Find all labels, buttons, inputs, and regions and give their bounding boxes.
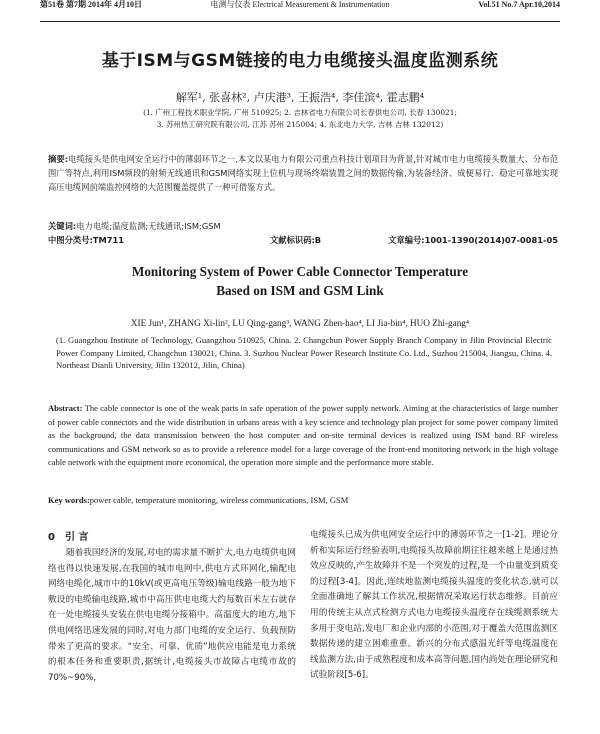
keywords-cn xyxy=(48,220,558,232)
section-title: 引 言 xyxy=(64,532,89,543)
abstract-cn-text: 电缆接头是供电网安全运行中的薄弱环节之一,本文以某电力有限公司重点科技计划项目为背景,针对城市电力电缆接头数量大、分布范围广等特点,利用ISM频段的射频无线通讯和GSM网络实现上位机与现场终端装置之间的数据传输,为装备经济、成便易行、稳定可靠地实现高压电缆网前端监控网络的大范围覆盖提供了一种可借鉴方式。 xyxy=(48,154,558,192)
affiliations-en: (1. Guangzhou Institute of Technology, Guangzhou 510925, China. 2. Changchun Power Supply Branch Company in Jilin Provincial Electric Power Company Limited, Changchun 130021, China. 3. Suzhou Nuclear Power Research Institute Co. Ltd., Suzhou 215004, Jiangsu, China. 4. Northeast Dianli University, Jilin 132012, Jilin, China) xyxy=(56,335,552,370)
body-column-left: 随着我国经济的发展,对电的需求量不断扩大,电力电缆供电网络也得以快速发展,在我国的城市电网中,供电方式环网化,输配电网络电缆化,城市中的10kV(或更高电压等级)输电线路一般为地下敷设的电缆输电线路,城市中高压供电电缆大约每数百米左右就存在一处电缆接头安装在供电电缆分接箱中。高温度大的地方,地下供电网络迅速发展的同时,对电力部门电缆的安全运行、负载预防带来了更高的要求。“安全、可靠、优质”地供应电能是电力系统的根本任务和重要职责,据统计,电缆接头市故障占电缆市故的70%~90%, xyxy=(48,548,296,683)
journal-name: 电测与仪表 Electrical Measurement & Instrumentation xyxy=(210,0,390,9)
affiliations-cn: (1. 广州工程技术职业学院, 广州 510925; 2. 吉林省电力有限公司长春供电公司, 长春 130021; 3. 苏州热工研究院有限公司, 江苏 苏州 215004; 4. 东北电力大学, 吉林 吉林 132012) xyxy=(143,108,457,129)
body-column-right: 电缆接头已成为供电网安全运行中的薄弱环节之一[1-2]。理论分析和实际运行经验表明,电缆接头故障前期往往越来越上是通过热效应反映的,产生故障并不是一个突发的过程,是一个由量变到质变的过程[3-4]。因此,连续地监测电缆接头温度的变化状态,就可以全面准确地了解其工作状况,根据情况采取运行状态维修。目前应用的传统主从点式检测方式电力电缆接头温度存在线缆测系统大多用于变电站,发电厂和企业内部的小范围,对于覆盖大范围监测区数据传递的建立困难重重。新兴的分布式感温光纤等电缆温度在线监测方法,由于成熟程度和成本高等问题,国内尚处在理论研究和试验阶段[5-6]。 xyxy=(310,530,558,681)
keywords-cn-label: 关键词: xyxy=(48,221,77,231)
keywords-cn-text: 电力电缆;温度监测;无线通讯;ISM;GSM xyxy=(76,221,221,231)
section-heading-intro xyxy=(48,528,88,543)
authors-en: XIE Jun¹, ZHANG Xi-lin², LU Qing-gang³, WANG Zhen-hao⁴, LI Jia-bin⁴, HUO Zhi-gang⁴ xyxy=(130,318,470,328)
abstract-cn xyxy=(48,153,558,194)
abstract-en-text: The cable connector is one of the weak parts in safe operation of the power supply network. Aiming at the characteristics of large number of power cable connectors and the wide distribution in urbans areas with a key science and technology plan project for some power company limited as the background, the data transmission between the host computer and on-site terminal devices is realized using ISM band RF wireless communications and GSM network so as to provide a reference model for a large coverage of the front-end monitoring network in the high voltage cable network with the equipment more economical, the operation more simple and the performance more stable. xyxy=(48,403,558,467)
authors-cn: 解军¹, 张喜林², 卢庆港³, 王振浩⁴, 李佳滨⁴, 霍志鹏⁴ xyxy=(175,91,425,104)
journal-volume-issue: 第51卷 第7期 2014年 4月10日 xyxy=(40,0,142,9)
keywords-en xyxy=(48,494,558,506)
journal-volume-issue-en: Vol.51 No.7 Apr.10,2014 xyxy=(478,0,560,9)
document-code: 文献标识码:B xyxy=(270,235,322,245)
abstract-cn-label: 摘要: xyxy=(48,154,69,164)
running-header xyxy=(40,0,560,22)
abstract-en-label: Abstract: xyxy=(48,403,83,413)
keywords-en-text: power cable, temperature monitoring, wireless communications, ISM, GSM xyxy=(89,495,349,505)
section-number: 0 xyxy=(48,532,55,543)
clc-number: 中图分类号:TM711 xyxy=(48,235,125,245)
keywords-en-label: Key words: xyxy=(48,495,90,505)
paper-title-cn: 基于ISM与GSM链接的电力电缆接头温度监测系统 xyxy=(101,51,499,71)
article-number: 文章编号:1001-1390(2014)07-0081-05 xyxy=(388,235,558,245)
abstract-en xyxy=(48,402,558,470)
paper-title-en: Monitoring System of Power Cable Connector Temperature Based on ISM and GSM Link xyxy=(131,264,469,298)
header-rule xyxy=(40,21,560,22)
